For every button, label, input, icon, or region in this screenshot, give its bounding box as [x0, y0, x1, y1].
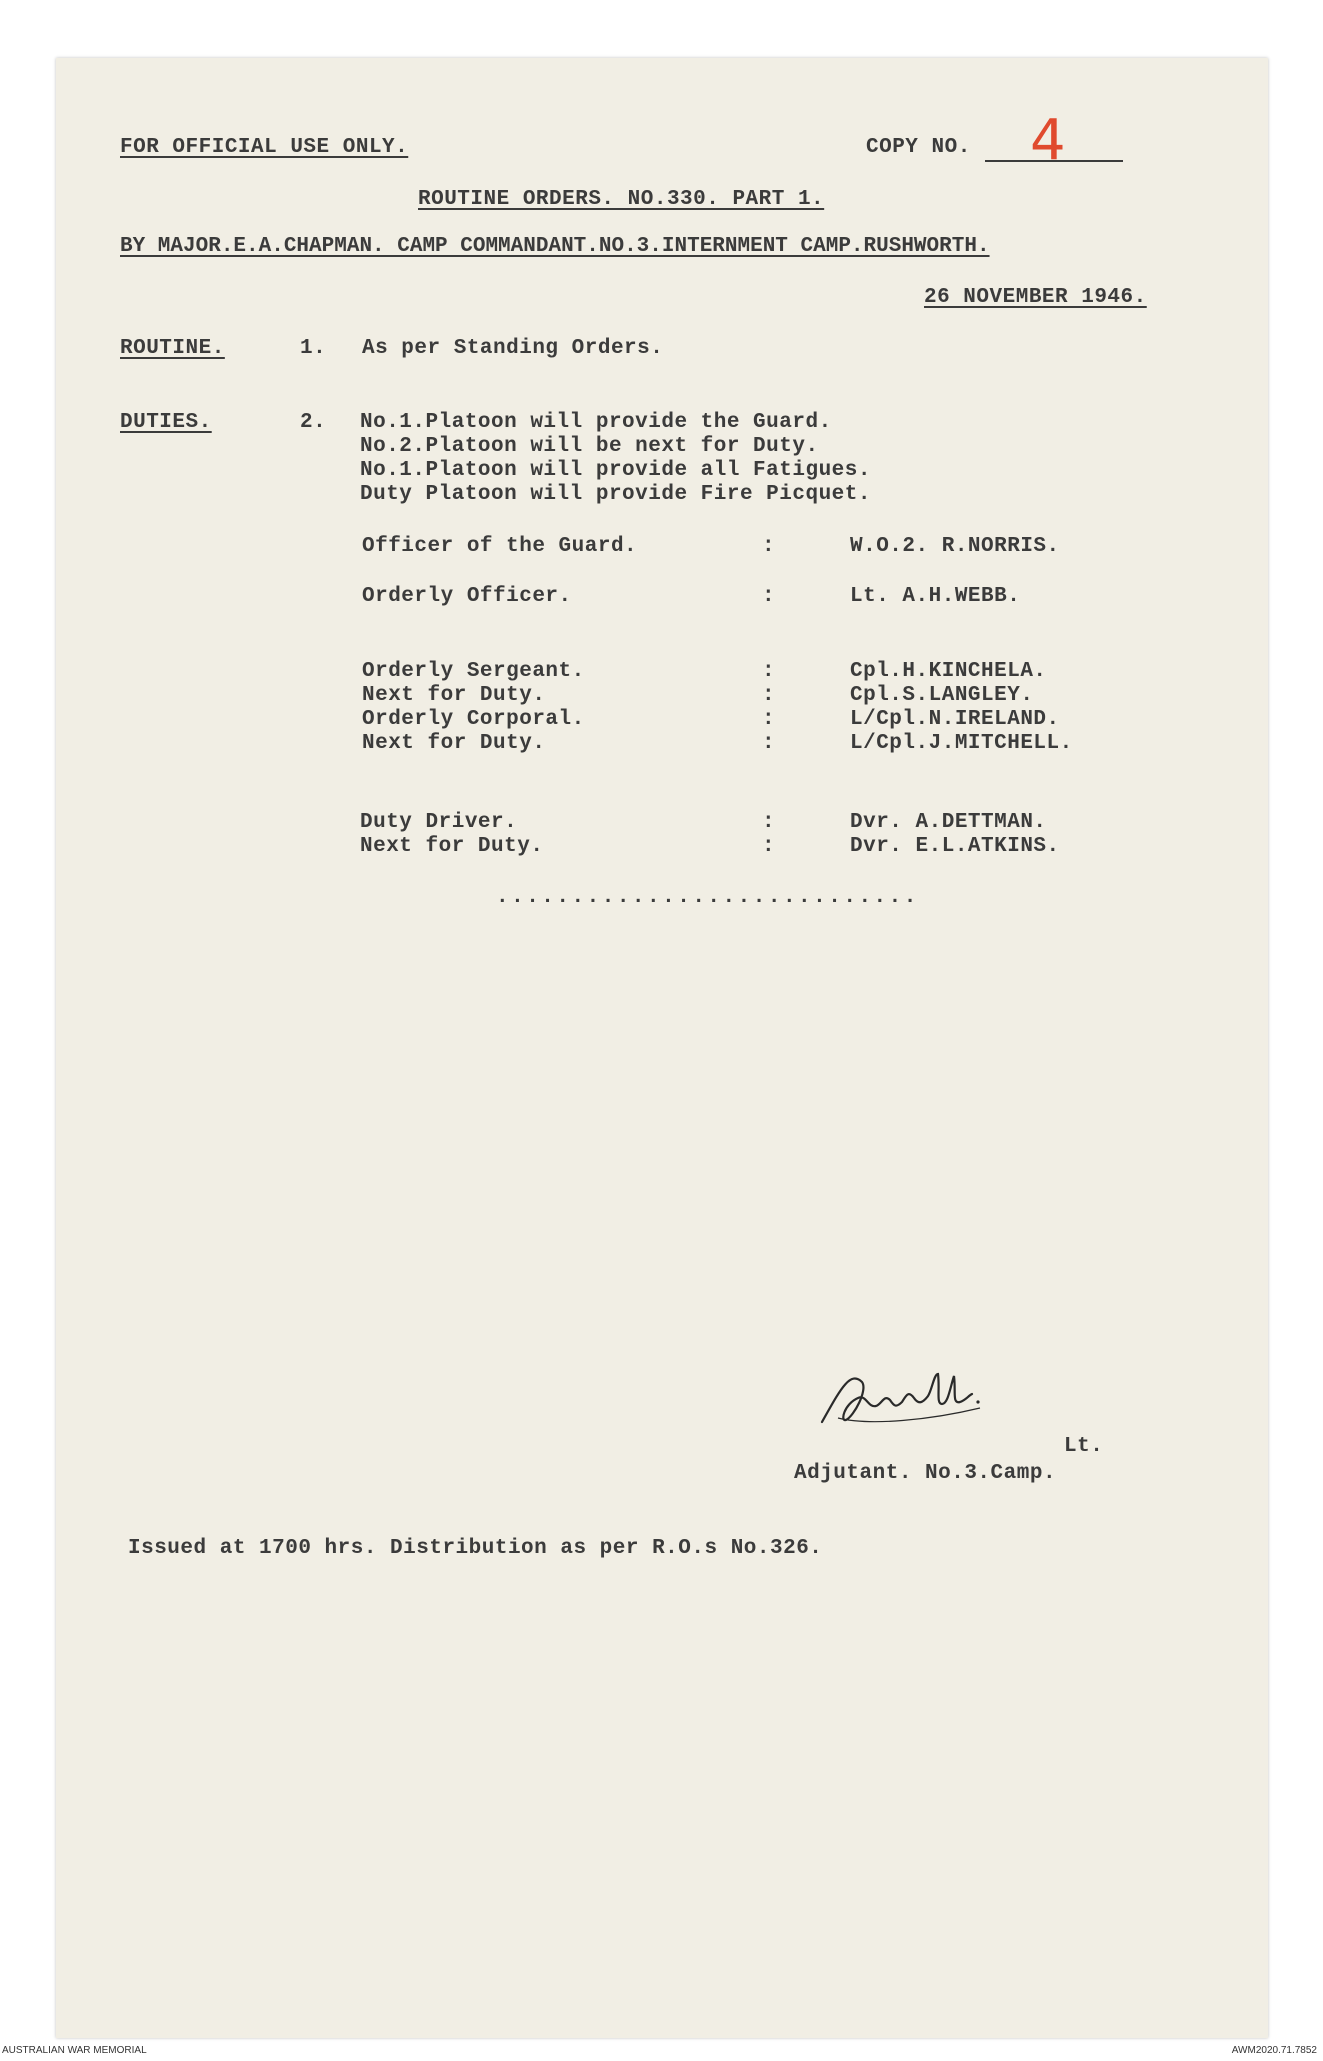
roster-role: Orderly Sergeant.	[362, 660, 585, 683]
roster-role: Next for Duty.	[362, 732, 546, 755]
roster-role: Next for Duty.	[360, 835, 544, 858]
roster-role: Next for Duty.	[362, 684, 546, 707]
footer-left-label: AUSTRALIAN WAR MEMORIAL	[2, 2045, 147, 2056]
signature-title: Adjutant. No.3.Camp.	[794, 1462, 1057, 1485]
issuer-line: BY MAJOR.E.A.CHAPMAN. CAMP COMMANDANT.NO.3.INTERNMENT CAMP.RUSHWORTH.	[120, 235, 990, 258]
duties-number: 2.	[300, 411, 327, 434]
roster-colon: :	[762, 835, 775, 858]
signature-rank: Lt.	[1064, 1435, 1104, 1458]
duties-line: No.1.Platoon will provide all Fatigues.	[360, 459, 871, 482]
routine-text: As per Standing Orders.	[362, 337, 664, 360]
roster-colon: :	[762, 811, 775, 834]
roster-colon: :	[762, 535, 775, 558]
routine-heading: ROUTINE.	[120, 337, 225, 360]
duties-line: Duty Platoon will provide Fire Picquet.	[360, 483, 871, 506]
separator-dots: ............................	[496, 886, 919, 909]
copy-number-handwritten: 4	[1030, 108, 1066, 173]
roster-name: Dvr. E.L.ATKINS.	[850, 835, 1060, 858]
roster-name: L/Cpl.N.IRELAND.	[850, 708, 1060, 731]
roster-colon: :	[762, 585, 775, 608]
roster-role: Officer of the Guard.	[362, 535, 638, 558]
roster-colon: :	[762, 684, 775, 707]
duties-line: No.2.Platoon will be next for Duty.	[360, 435, 819, 458]
roster-name: Cpl.H.KINCHELA.	[850, 660, 1047, 683]
roster-colon: :	[762, 732, 775, 755]
duties-line: No.1.Platoon will provide the Guard.	[360, 411, 832, 434]
roster-role: Orderly Corporal.	[362, 708, 585, 731]
document-date: 26 NOVEMBER 1946.	[924, 286, 1147, 309]
roster-colon: :	[762, 708, 775, 731]
issued-line: Issued at 1700 hrs. Distribution as per R.O.s No.326.	[128, 1537, 823, 1560]
roster-role: Orderly Officer.	[362, 585, 572, 608]
roster-name: W.O.2. R.NORRIS.	[850, 535, 1060, 558]
document-title: ROUTINE ORDERS. NO.330. PART 1.	[418, 188, 825, 211]
classification-label: FOR OFFICIAL USE ONLY.	[120, 136, 409, 159]
roster-name: Cpl.S.LANGLEY.	[850, 684, 1034, 707]
footer-right-label: AWM2020.71.7852	[1231, 2045, 1317, 2056]
roster-role: Duty Driver.	[360, 811, 518, 834]
handwritten-signature	[810, 1360, 1010, 1440]
routine-number: 1.	[300, 337, 327, 360]
roster-colon: :	[762, 660, 775, 683]
roster-name: L/Cpl.J.MITCHELL.	[850, 732, 1073, 755]
roster-name: Lt. A.H.WEBB.	[850, 585, 1021, 608]
roster-name: Dvr. A.DETTMAN.	[850, 811, 1047, 834]
copy-label: COPY NO.	[866, 136, 971, 159]
duties-heading: DUTIES.	[120, 411, 212, 434]
